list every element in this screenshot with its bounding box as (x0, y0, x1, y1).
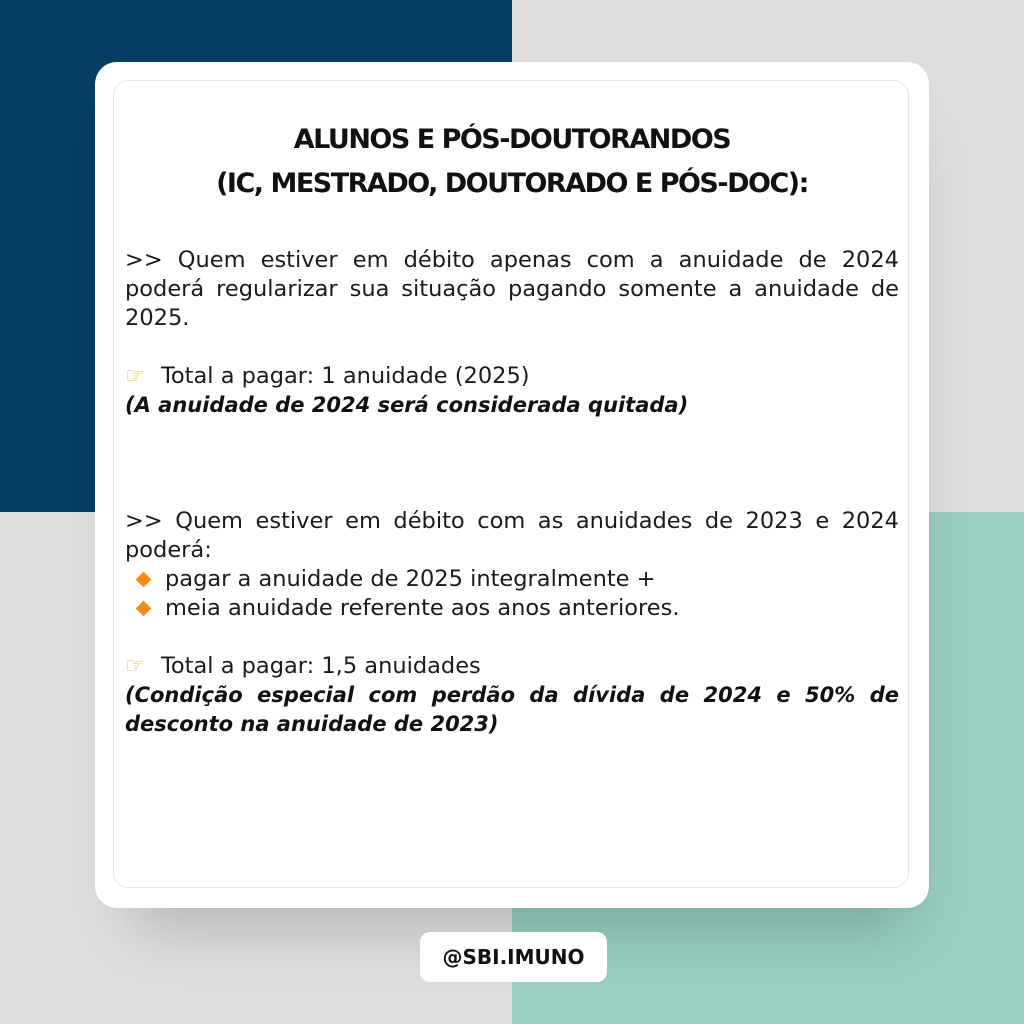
pointing-hand-icon: ☞ (125, 364, 145, 389)
section-2024-debt (125, 246, 899, 420)
list-item (125, 594, 899, 623)
bullet-text: pagar a anuidade de 2025 integralmente + (165, 566, 656, 592)
section-1-note: (A anuidade de 2024 será considerada quitada) (125, 393, 689, 417)
title-line-1: ALUNOS E PÓS-DOUTORANDOS (293, 124, 731, 155)
page-title (125, 118, 899, 206)
section-2023-2024-debt (125, 507, 899, 739)
section-2-total (125, 652, 899, 681)
orange-diamond-icon (136, 601, 152, 617)
social-handle-badge: @SBI.IMUNO (420, 932, 607, 982)
pointing-hand-icon: ☞ (125, 654, 145, 679)
section-1-total (125, 362, 899, 391)
section-2-note: (Condição especial com perdão da dívida de 2024 e 50% de desconto na anuidade de 2023) (125, 683, 899, 736)
card-content (125, 246, 899, 739)
section-2-total-text: Total a pagar: 1,5 anuidades (161, 653, 481, 679)
orange-diamond-icon (136, 572, 152, 588)
section-1-intro: >> Quem estiver em débito apenas com a anuidade de 2024 poderá regularizar sua situação pagando somente a anuidade de 2025. (125, 247, 899, 331)
title-line-2: (IC, MESTRADO, DOUTORADO E PÓS-DOC): (216, 168, 808, 199)
bullet-text: meia anuidade referente aos anos anteriores. (165, 595, 680, 621)
section-2-bullet-list (125, 565, 899, 623)
info-card (95, 62, 929, 908)
list-item (125, 565, 899, 594)
section-1-total-text: Total a pagar: 1 anuidade (2025) (161, 363, 530, 389)
section-2-intro: >> Quem estiver em débito com as anuidades de 2023 e 2024 poderá: (125, 508, 899, 563)
